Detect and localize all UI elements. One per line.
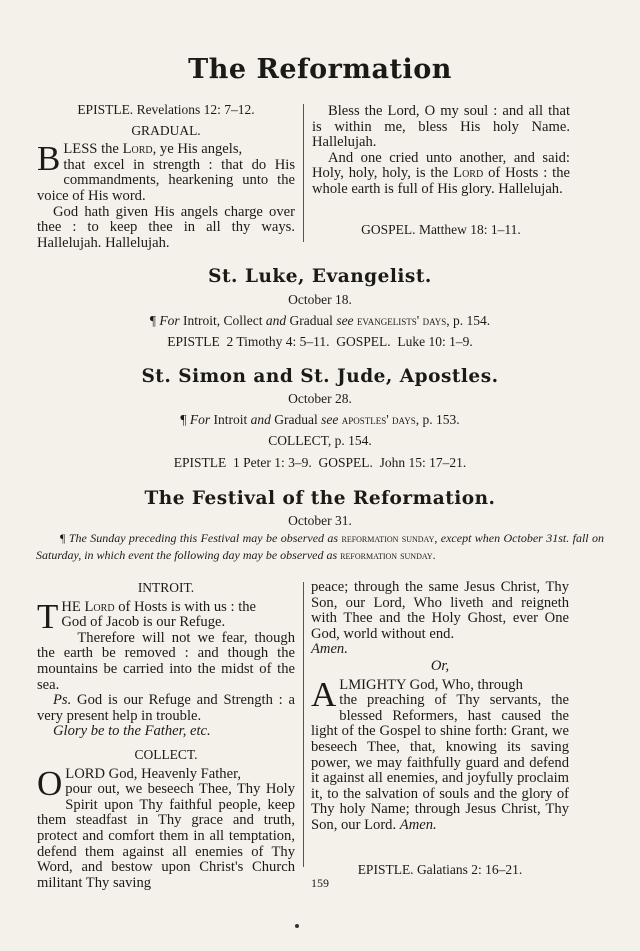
epistle-reference: Revelations 12: 7–12.	[136, 102, 255, 117]
collect-dropcap: O	[37, 763, 63, 803]
st-luke-date: October 18.	[288, 292, 352, 307]
gradual-cont-para1: Bless the Lord, O my soul : and all that is within me, bless His holy Name. Hallelujah.	[312, 103, 570, 151]
st-simon-date: October 28.	[288, 391, 352, 406]
lower-epistle-label: EPISTLE.	[357, 861, 414, 877]
epistle-heading	[37, 102, 295, 118]
page-title: The Reformation	[188, 54, 452, 85]
epistle-label: EPISTLE.	[77, 102, 134, 117]
lower-column-divider	[303, 582, 304, 867]
gradual-label: GRADUAL.	[131, 122, 201, 138]
collect-text: O LORD God, Heavenly Father, pour out, we beseech Thee, Thy Holy Spirit upon Thy faithful people, keep them steadfast in Thy grace and truth, protect and comfort them in all temptation, defend them against all enemies of Thy Word, and bestow upon Christ's Church militant Thy saving	[37, 763, 295, 891]
lower-epistle-reference: Galatians 2: 16–21.	[416, 861, 523, 877]
introit-dropcap: T	[37, 596, 59, 636]
introit-para2: Therefore will not we fear, though the earth be removed : and though the mountains be carried into the midst of the sea.	[37, 629, 295, 693]
introit-label: INTROIT.	[137, 580, 195, 595]
gradual-text	[37, 139, 295, 204]
gradual-line2: that excel in strength : that do	[63, 156, 267, 173]
lower-epistle-heading	[311, 862, 569, 878]
alternate-dropcap: A	[311, 674, 337, 714]
lower-right-column	[311, 580, 569, 877]
collect-label: COLLECT.	[134, 746, 198, 762]
st-simon-collect: COLLECT, p. 154.	[268, 433, 372, 448]
st-luke-title: St. Luke, Evangelist.	[208, 266, 432, 287]
st-simon-readings: EPISTLE 1 Peter 1: 3–9. GOSPEL. John 15: 17–21.	[173, 455, 467, 470]
gradual-dropcap: B	[37, 139, 61, 179]
collect-continuation: peace; through the same Jesus Christ, Thy Son, our Lord, Who liveth and reigneth with Thee and the Holy Ghost, ever One God, world without end. Amen.	[311, 579, 569, 658]
alternate-collect: A LMIGHTY God, Who, through the preaching of Thy servants, the blessed Reformers, hast caused the light of the Gospel to shine forth: Grant, we beseech Thee, that, knowing its saving power, we may faithfully guard and defend it against all enemies, and joyfully proclaim it, to the salvation of souls and the glory of Thy holy Name; through Jesus Christ, Thy Son, our Lord. Amen.	[311, 674, 570, 833]
introit-text: T HE Lord of Hosts is with us : the God of Jacob is our Refuge.	[37, 596, 257, 636]
st-luke-readings: EPISTLE 2 Timothy 4: 5–11. GOSPEL. Luke 10: 1–9.	[167, 334, 473, 349]
introit-psalm: Ps. God is our Refuge and Strength : a very present help in trouble.	[37, 692, 295, 724]
gradual-para2: God hath given His angels charge over thee : to keep thee in all thy ways. Hallelujah. Hallelujah.	[37, 203, 295, 251]
page-mark	[295, 924, 299, 928]
page-number: 159	[311, 876, 329, 890]
gradual-body: His commandments, hearkening unto the voice of His word.	[37, 156, 295, 204]
st-simon-jude-title: St. Simon and St. Jude, Apostles.	[141, 366, 499, 387]
gospel-reference: Matthew 18: 1–11.	[418, 221, 521, 237]
st-luke-rubric: ¶ For Introit, Collect and Gradual see evangelists' days, p. 154.	[149, 313, 491, 328]
lower-left-column	[37, 580, 295, 891]
top-left-column	[37, 102, 295, 251]
gospel-heading	[312, 222, 570, 238]
or-label: Or,	[430, 657, 450, 674]
gospel-label: GOSPEL.	[361, 221, 416, 237]
st-simon-rubric: ¶ For Introit and Gradual see apostles' days, p. 153.	[180, 412, 460, 427]
top-right-column	[312, 104, 570, 237]
gradual-line1: LESS the Lord, ye His angels,	[63, 141, 243, 158]
festival-date: October 31.	[288, 513, 352, 528]
festival-title: The Festival of the Reformation.	[144, 488, 496, 509]
introit-gloria: Glory be to the Father, etc.	[53, 723, 211, 740]
gradual-cont-para2: And one cried unto another, and said: Holy, holy, holy, is the Lord of Hosts : the whole earth is full of His glory. Hallelujah.	[312, 149, 571, 197]
festival-rubric: ¶ The Sunday preceding this Festival may be observed as reformation sunday, except when October 31st. fall on Saturday, in which event the following day may be observed as reformation sunday.	[36, 531, 605, 562]
top-column-divider	[303, 104, 304, 242]
